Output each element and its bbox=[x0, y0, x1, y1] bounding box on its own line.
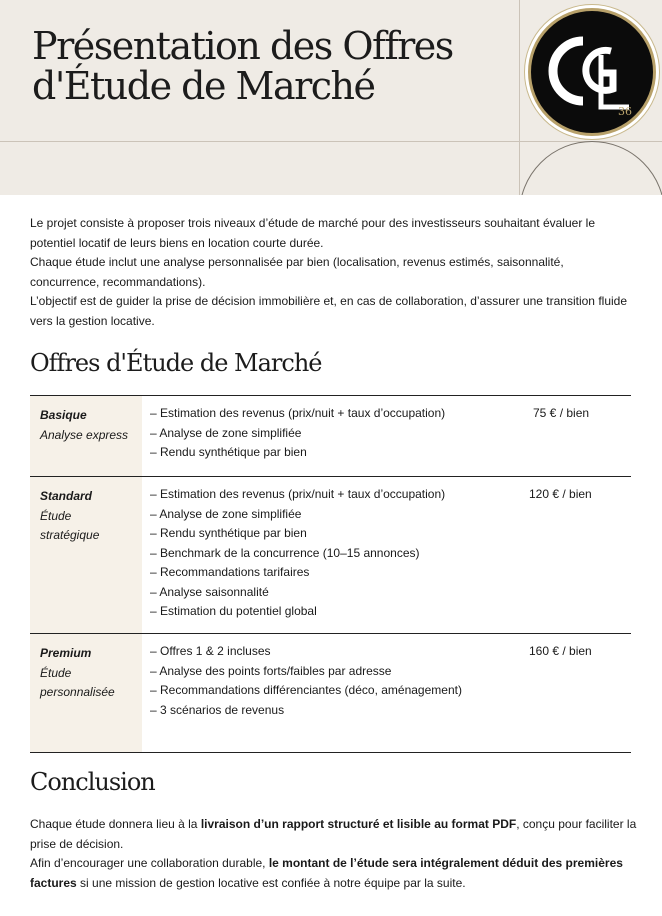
offer-features bbox=[142, 634, 503, 752]
feature-item: – 3 scénarios de revenus bbox=[150, 702, 285, 717]
price-text: 160 € / bien bbox=[529, 644, 592, 658]
offer-name-cell bbox=[30, 634, 142, 752]
offer-subtitle: Étude stratégique bbox=[40, 508, 100, 542]
offers-heading: Offres d'Étude de Marché bbox=[30, 349, 322, 377]
conclusion-emphasis: livraison d’un rapport structuré et lisible au format PDF bbox=[200, 817, 517, 831]
offer-features bbox=[142, 477, 503, 633]
conclusion-heading: Conclusion bbox=[30, 768, 155, 796]
offer-name-cell bbox=[30, 477, 142, 633]
intro-paragraph-1: Le projet consiste à proposer trois niveaux d’étude de marché pour des investisseurs souhaitant évaluer le potentiel locatif de leurs biens en location courte durée. bbox=[30, 216, 595, 250]
feature-item: – Analyse saisonnalité bbox=[150, 584, 269, 599]
offer-name: Premium bbox=[40, 646, 92, 660]
feature-item: – Recommandations tarifaires bbox=[150, 565, 310, 579]
offer-features bbox=[142, 396, 503, 476]
feature-item: – Rendu synthétique par bien bbox=[150, 526, 307, 540]
offer-price bbox=[503, 396, 631, 476]
feature-item: – Analyse de zone simplifiée bbox=[150, 506, 302, 521]
conclusion-paragraph-1 bbox=[30, 815, 640, 854]
header-divider-horizontal bbox=[0, 141, 662, 142]
offer-name: Standard bbox=[40, 489, 93, 503]
feature-item: – Recommandations différenciantes (déco, aménagement) bbox=[150, 683, 462, 697]
feature-item: – Analyse de zone simplifiée bbox=[150, 425, 302, 440]
intro-paragraph-3: L’objectif est de guider la prise de décision immobilière et, en cas de collaboration, d’assurer une transition fluide vers la gestion locative. bbox=[30, 294, 628, 328]
offer-subtitle: Analyse express bbox=[40, 427, 129, 442]
conclusion-text-segment: Chaque étude donnera lieu à la bbox=[30, 817, 201, 831]
intro-paragraph-2: Chaque étude inclut une analyse personnalisée par bien (localisation, revenus estimés, saisonnalité, concurrence, recommandations). bbox=[30, 255, 564, 289]
brand-logo bbox=[528, 8, 656, 136]
feature-item: – Benchmark de la concurrence (10–15 annonces) bbox=[150, 545, 420, 560]
feature-item: – Analyse des points forts/faibles par adresse bbox=[150, 663, 392, 678]
page-title-line-1: Présentation des Offres bbox=[32, 24, 453, 68]
cgl-monogram-icon bbox=[531, 11, 653, 133]
price-text: 120 € / bien bbox=[529, 487, 592, 501]
logo-decorative-arc bbox=[519, 141, 662, 195]
feature-item: – Offres 1 & 2 incluses bbox=[150, 644, 271, 658]
feature-item: – Estimation du potentiel global bbox=[150, 604, 317, 618]
conclusion-text bbox=[30, 815, 640, 893]
conclusion-paragraph-2 bbox=[30, 854, 640, 893]
header-divider-vertical bbox=[519, 0, 520, 195]
offer-name: Basique bbox=[40, 408, 87, 422]
offer-row-premium bbox=[30, 634, 631, 753]
offer-row-basique bbox=[30, 396, 631, 477]
feature-item: – Rendu synthétique par bien bbox=[150, 445, 307, 459]
offer-subtitle: Étude personnalisée bbox=[40, 665, 115, 699]
intro-text bbox=[30, 214, 630, 331]
page-title bbox=[32, 26, 453, 106]
conclusion-text-segment: , conçu pour faciliter la prise de décision. bbox=[30, 817, 637, 851]
offer-name-cell bbox=[30, 396, 142, 476]
offer-price bbox=[503, 634, 631, 752]
conclusion-emphasis: le montant de l’étude sera intégralement déduit des premières factures bbox=[30, 856, 623, 890]
page-title-line-2: d'Étude de Marché bbox=[32, 64, 375, 108]
feature-item: – Estimation des revenus (prix/nuit + taux d’occupation) bbox=[150, 487, 446, 501]
header-banner bbox=[0, 0, 662, 195]
price-text: 75 € / bien bbox=[533, 406, 590, 420]
conclusion-text-segment: si une mission de gestion locative est confiée à notre équipe par la suite. bbox=[76, 875, 466, 890]
logo-number: 36 bbox=[618, 105, 632, 118]
feature-item: – Estimation des revenus (prix/nuit + taux d’occupation) bbox=[150, 406, 446, 420]
offers-table bbox=[30, 395, 631, 753]
offer-price bbox=[503, 477, 631, 633]
conclusion-text-segment: Afin d’encourager une collaboration durable, bbox=[30, 856, 269, 870]
offer-row-standard bbox=[30, 477, 631, 634]
